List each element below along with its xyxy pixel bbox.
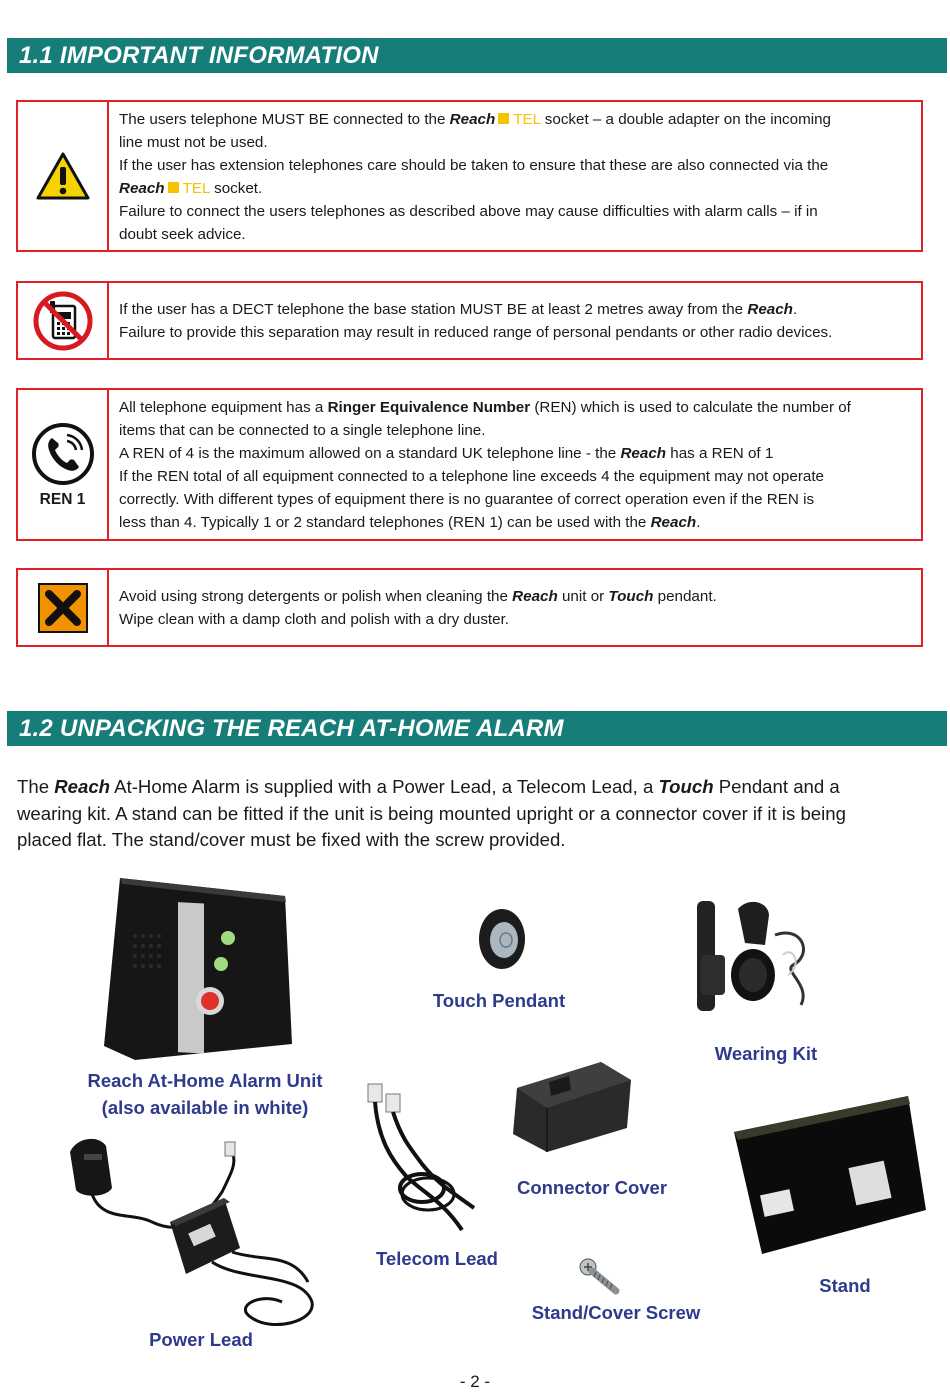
text: doubt seek advice. [119, 226, 246, 243]
reach-brand: Reach [650, 514, 697, 531]
touch-pendant-image [476, 907, 528, 971]
reach-brand: Reach [449, 111, 496, 128]
text: correctly. With different types of equipment there is no guarantee of correct operation even if the REN is [119, 491, 815, 508]
text: line must not be used. [119, 134, 268, 151]
ren-label: REN 1 [39, 490, 86, 508]
caption-alarm-unit-line1: Reach At-Home Alarm Unit [87, 1070, 323, 1091]
text: Failure to provide this separation may result in reduced range of personal pendants or other radio devices. [119, 324, 833, 341]
info-box-icon-cell [18, 570, 109, 645]
screw-image [578, 1257, 622, 1297]
stand-image [732, 1092, 928, 1258]
text: If the REN total of all equipment connected to a telephone line exceeds 4 the equipment may not operate [119, 468, 824, 485]
text: Avoid using strong detergents or polish when cleaning the [119, 588, 513, 605]
no-dect-phone-icon [32, 290, 94, 352]
touch-brand: Touch [658, 776, 714, 797]
text: placed flat. The stand/cover must be fixed with the screw provided. [17, 829, 566, 850]
text: (REN) which is used to calculate the number of [530, 399, 851, 416]
caption-wearing-kit: Wearing Kit [714, 1043, 818, 1064]
info-box-dect [16, 281, 923, 360]
text: If the user has a DECT telephone the base station MUST BE at least 2 metres away from the [119, 301, 748, 318]
telecom-lead-image [362, 1080, 490, 1240]
reach-brand: Reach [512, 588, 558, 605]
info-box-icon-cell [18, 102, 109, 250]
info-box-icon-cell [18, 390, 109, 539]
tel-label: TEL [182, 180, 210, 197]
text: The users telephone MUST BE connected to the [119, 111, 450, 128]
text: The [17, 776, 55, 797]
info-box-cleaning [16, 568, 923, 647]
text: pendant. [653, 588, 717, 605]
info-box-text [109, 102, 921, 250]
info-box-text [109, 283, 921, 358]
wearing-kit-image [693, 895, 823, 1023]
text: If the user has extension telephones care should be taken to ensure that these are also connected via the [119, 157, 829, 174]
text: . [792, 301, 798, 318]
connector-cover-image [509, 1058, 634, 1154]
caption-alarm-unit [60, 1067, 350, 1121]
caption-telecom-lead: Telecom Lead [375, 1248, 498, 1269]
text: At-Home Alarm is supplied with a Power Lead, a Telecom Lead, a [110, 776, 659, 797]
touch-brand: Touch [608, 588, 654, 605]
reach-brand: Reach [54, 776, 111, 797]
text: socket. [209, 180, 263, 197]
text: socket – a double adapter on the incoming [540, 111, 832, 128]
caption-connector-cover: Connector Cover [516, 1177, 668, 1198]
text: items that can be connected to a single telephone line. [119, 422, 486, 439]
info-box-tel-socket [16, 100, 923, 252]
alarm-unit-image [100, 876, 300, 1062]
text: . [696, 514, 701, 531]
power-lead-image [62, 1132, 320, 1336]
info-box-text [109, 570, 921, 645]
caption-alarm-unit-line2: (also available in white) [101, 1097, 309, 1118]
harmful-x-icon [38, 583, 88, 633]
text: less than 4. Typically 1 or 2 standard telephones (REN 1) can be used with the [119, 514, 651, 531]
caption-screw: Stand/Cover Screw [531, 1302, 701, 1323]
text: wearing kit. A stand can be fitted if the unit is being mounted upright or a connector cover if it is being [17, 802, 846, 824]
section-title-unpacking: 1.2 UNPACKING THE REACH AT-HOME ALARM [7, 711, 947, 746]
tel-label: TEL [513, 111, 541, 128]
text: unit or [557, 588, 609, 605]
page-number: - 2 - [459, 1372, 491, 1391]
section-title-important-information: 1.1 IMPORTANT INFORMATION [7, 38, 947, 73]
ren-term: Ringer Equivalence Number [327, 399, 531, 416]
caption-power-lead: Power Lead [149, 1329, 253, 1350]
yellow-square-icon [498, 113, 509, 124]
info-box-text [109, 390, 921, 539]
text: has a REN of 1 [666, 445, 774, 462]
yellow-square-icon [168, 182, 179, 193]
caption-stand: Stand [819, 1275, 871, 1296]
caption-touch-pendant: Touch Pendant [432, 990, 566, 1011]
text: Wipe clean with a damp cloth and polish with a dry duster. [119, 611, 510, 628]
telephone-icon [30, 421, 96, 487]
reach-brand: Reach [620, 445, 667, 462]
info-box-ren [16, 388, 923, 541]
text: Failure to connect the users telephones as described above may cause difficulties with alarm calls – if in [119, 203, 818, 220]
warning-triangle-icon [35, 151, 91, 201]
intro-paragraph [17, 774, 937, 854]
text: A REN of 4 is the maximum allowed on a standard UK telephone line - the [119, 445, 621, 462]
reach-brand: Reach [747, 301, 793, 318]
text: Pendant and a [713, 776, 840, 797]
reach-brand: Reach [119, 180, 165, 197]
text: All telephone equipment has a [119, 399, 328, 416]
info-box-icon-cell [18, 283, 109, 358]
